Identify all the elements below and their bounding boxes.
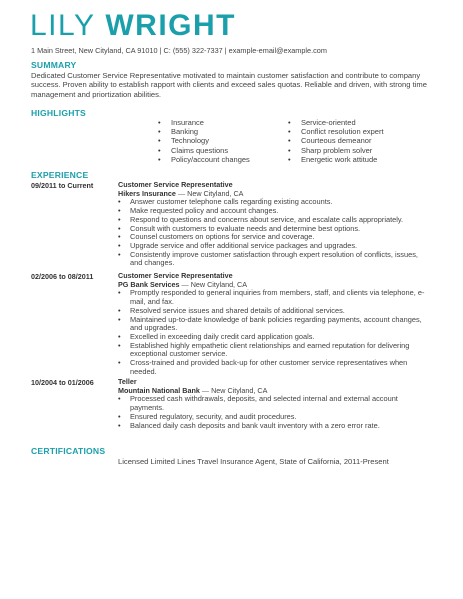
company-separator: — [177,188,186,198]
duty-list [118,198,428,268]
company-location: New Cityland, CA [187,188,244,198]
duty-item: • Cross-trained and provided back-up for other customer service representatives when needed. [118,359,428,376]
company-name: Hikers Insurance [118,188,176,198]
highlights-left-list [158,118,250,164]
duty-item: • Promptly responded to general inquiries from members, staff, and clients via telephone, e-mail, and fax. [118,289,428,306]
highlights-heading: HIGHLIGHTS [31,108,86,118]
job-title: Teller [118,377,137,386]
highlight-item: • Service-oriented [288,118,384,127]
job-dates: 02/2006 to 08/2011 [31,272,94,281]
duty-item: • Resolved service issues and shared details of additional services. [118,307,428,316]
summary-text: Dedicated Customer Service Representative motivated to maintain customer satisfaction and contribute to company success. Proven ability to establish rapport with clients and exceed sales quotas. Reliable and driven, with strong time management and priortization abilities. [31,71,427,99]
duty-item: • Ensured regulatory, security, and audit procedures. [118,413,428,422]
highlights-right-list [288,118,384,164]
company-name: Mountain National Bank [118,385,200,395]
job-title: Customer Service Representative [118,271,233,280]
duty-list [118,289,428,376]
duty-item: • Consult with customers to evaluate needs and determine best options. [118,225,428,234]
job-title: Customer Service Representative [118,180,233,189]
last-name: WRIGHT [105,9,236,42]
duty-item: • Established highly empathetic client relationships and earned reputation for delivering exceptional customer service. [118,342,428,359]
duty-item: • Processed cash withdrawals, deposits, and selected internal and external account payments. [118,395,428,412]
candidate-name [30,8,236,44]
job-entry [118,272,428,376]
contact-line: 1 Main Street, New Cityland, CA 91010 | C: (555) 322-7337 | example-email@example.com [31,46,327,55]
highlight-item: • Insurance [158,118,250,127]
job-entry [118,181,428,268]
company-name: PG Bank Services [118,279,180,289]
duty-item: • Excelled in exceeding daily credit card application goals. [118,333,428,342]
duty-list [118,395,428,430]
highlight-item: • Technology [158,136,250,145]
duty-item: • Respond to questions and concerns about service, and escalate calls appropriately. [118,216,428,225]
duty-item: • Upgrade service and offer additional service packages and upgrades. [118,242,428,251]
highlight-item: • Energetic work attitude [288,155,384,164]
company-separator: — [181,279,189,289]
highlight-item: • Conflict resolution expert [288,127,384,136]
job-dates: 10/2004 to 01/2006 [31,378,94,387]
company-separator: — [201,385,210,395]
company-location: New Cityland, CA [190,279,248,289]
first-name: LILY [30,9,96,42]
highlight-item: • Claims questions [158,146,250,155]
summary-heading: SUMMARY [31,60,77,70]
highlight-item: • Policy/account changes [158,155,250,164]
highlight-item: • Banking [158,127,250,136]
company-location: New Cityland, CA [211,385,268,395]
job-entry [118,378,428,430]
duty-item: • Balanced daily cash deposits and bank vault inventory with a zero error rate. [118,422,428,431]
experience-heading: EXPERIENCE [31,170,89,180]
certification-text: Licensed Limited Lines Travel Insurance Agent, State of California, 2011-Present [118,457,389,466]
duty-item: • Answer customer telephone calls regarding existing accounts. [118,198,428,207]
duty-item: • Counsel customers on options for service and coverage. [118,233,428,242]
highlight-item: • Sharp problem solver [288,146,384,155]
duty-item: • Make requested policy and account changes. [118,207,428,216]
duty-item: • Maintained up-to-date knowledge of bank policies regarding payments, account changes, and upgrades. [118,316,428,333]
job-dates: 09/2011 to Current [31,181,94,190]
certifications-heading: CERTIFICATIONS [31,446,106,456]
highlight-item: • Courteous demeanor [288,136,384,145]
duty-item: • Consistently improve customer satisfaction through expert resolution of conflicts, issues, and changes. [118,251,428,268]
